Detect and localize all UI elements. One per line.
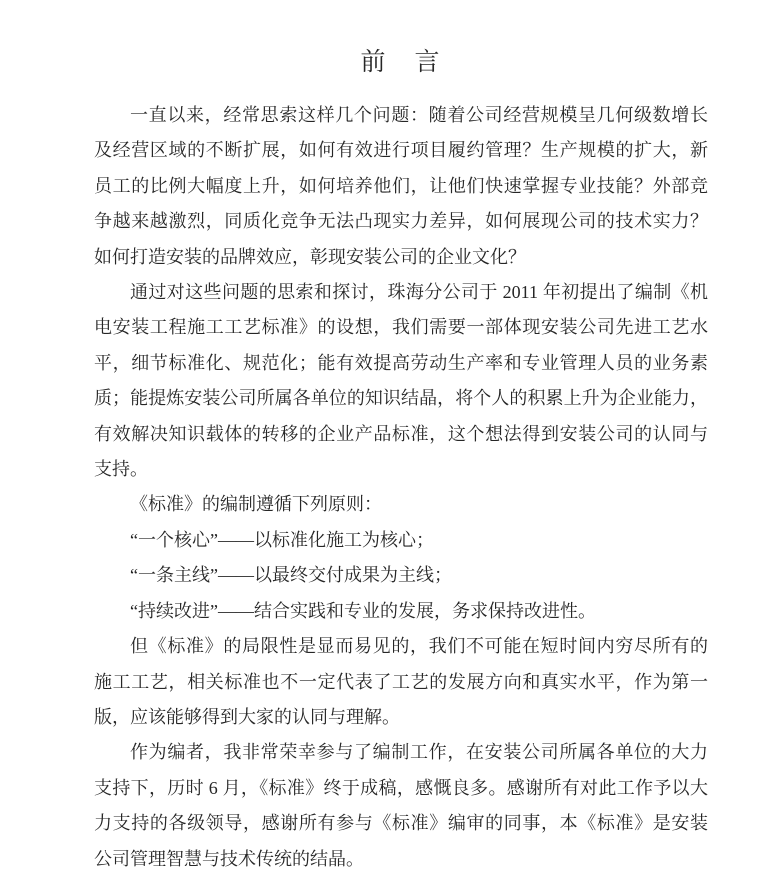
paragraph <box>94 98 708 275</box>
text-line: 质；能提炼安装公司所属各单位的知识结晶，将个人的积累上升为企业能力， <box>94 388 708 409</box>
text-line: 施工工艺，相关标准也不一定代表了工艺的发展方向和真实水平，作为第一 <box>94 671 708 692</box>
text-line: 力支持的各级领导，感谢所有参与《标准》编审的同事，本《标准》是安装 <box>94 813 708 834</box>
text-line: 平，细节标准化、规范化；能有效提高劳动生产率和专业管理人员的业务素 <box>94 352 708 373</box>
text-line: 一直以来，经常思索这样几个问题：随着公司经营规模呈几何级数增长 <box>130 105 708 125</box>
text-line: 支持。 <box>94 459 148 480</box>
paragraph <box>94 523 708 558</box>
text-line: 作为编者，我非常荣幸参与了编制工作，在安装公司所属各单位的大力 <box>130 742 708 763</box>
text-line: “持续改进”——结合实践和专业的发展，务求保持改进性。 <box>130 600 596 621</box>
text-line: 及经营区域的不断扩展，如何有效进行项目履约管理？生产规模的扩大，新 <box>94 140 708 161</box>
text-line: 《标准》的编制遵循下列原则： <box>130 494 382 515</box>
paragraph <box>94 629 708 735</box>
text-line: 争越来越激烈，同质化竞争无法凸现实力差异，如何展现公司的技术实力？ <box>94 211 708 232</box>
paragraph <box>94 735 708 877</box>
text-line: 电安装工程施工工艺标准》的设想，我们需要一部体现安装公司先进工艺水 <box>94 317 708 338</box>
text-line: 如何打造安装的品牌效应，彰现安装公司的企业文化？ <box>94 246 526 267</box>
text-line: 版，应该能够得到大家的认同与理解。 <box>94 706 400 727</box>
text-line: “一个核心”——以标准化施工为核心； <box>130 529 434 550</box>
text-line: “一条主线”——以最终交付成果为主线； <box>130 565 452 586</box>
paragraph <box>94 487 708 522</box>
document-title: 前 言 <box>360 49 442 76</box>
paragraph <box>94 275 708 487</box>
text-line: 公司管理智慧与技术传统的结晶。 <box>94 848 364 869</box>
paragraph <box>94 594 708 629</box>
text-line: 有效解决知识载体的转移的企业产品标准，这个想法得到安装公司的认同与 <box>94 423 708 444</box>
text-line: 通过对这些问题的思索和探讨，珠海分公司于 2011 年初提出了编制《机 <box>130 282 708 303</box>
text-line: 员工的比例大幅度上升，如何培养他们，让他们快速掌握专业技能？外部竞 <box>94 175 708 196</box>
text-line: 支持下，历时 6 月，《标准》终于成稿，感慨良多。感谢所有对此工作予以大 <box>94 777 708 798</box>
document-body <box>94 98 708 877</box>
paragraph <box>94 558 708 593</box>
text-line: 但《标准》的局限性是显而易见的，我们不可能在短时间内穷尽所有的 <box>130 636 708 657</box>
